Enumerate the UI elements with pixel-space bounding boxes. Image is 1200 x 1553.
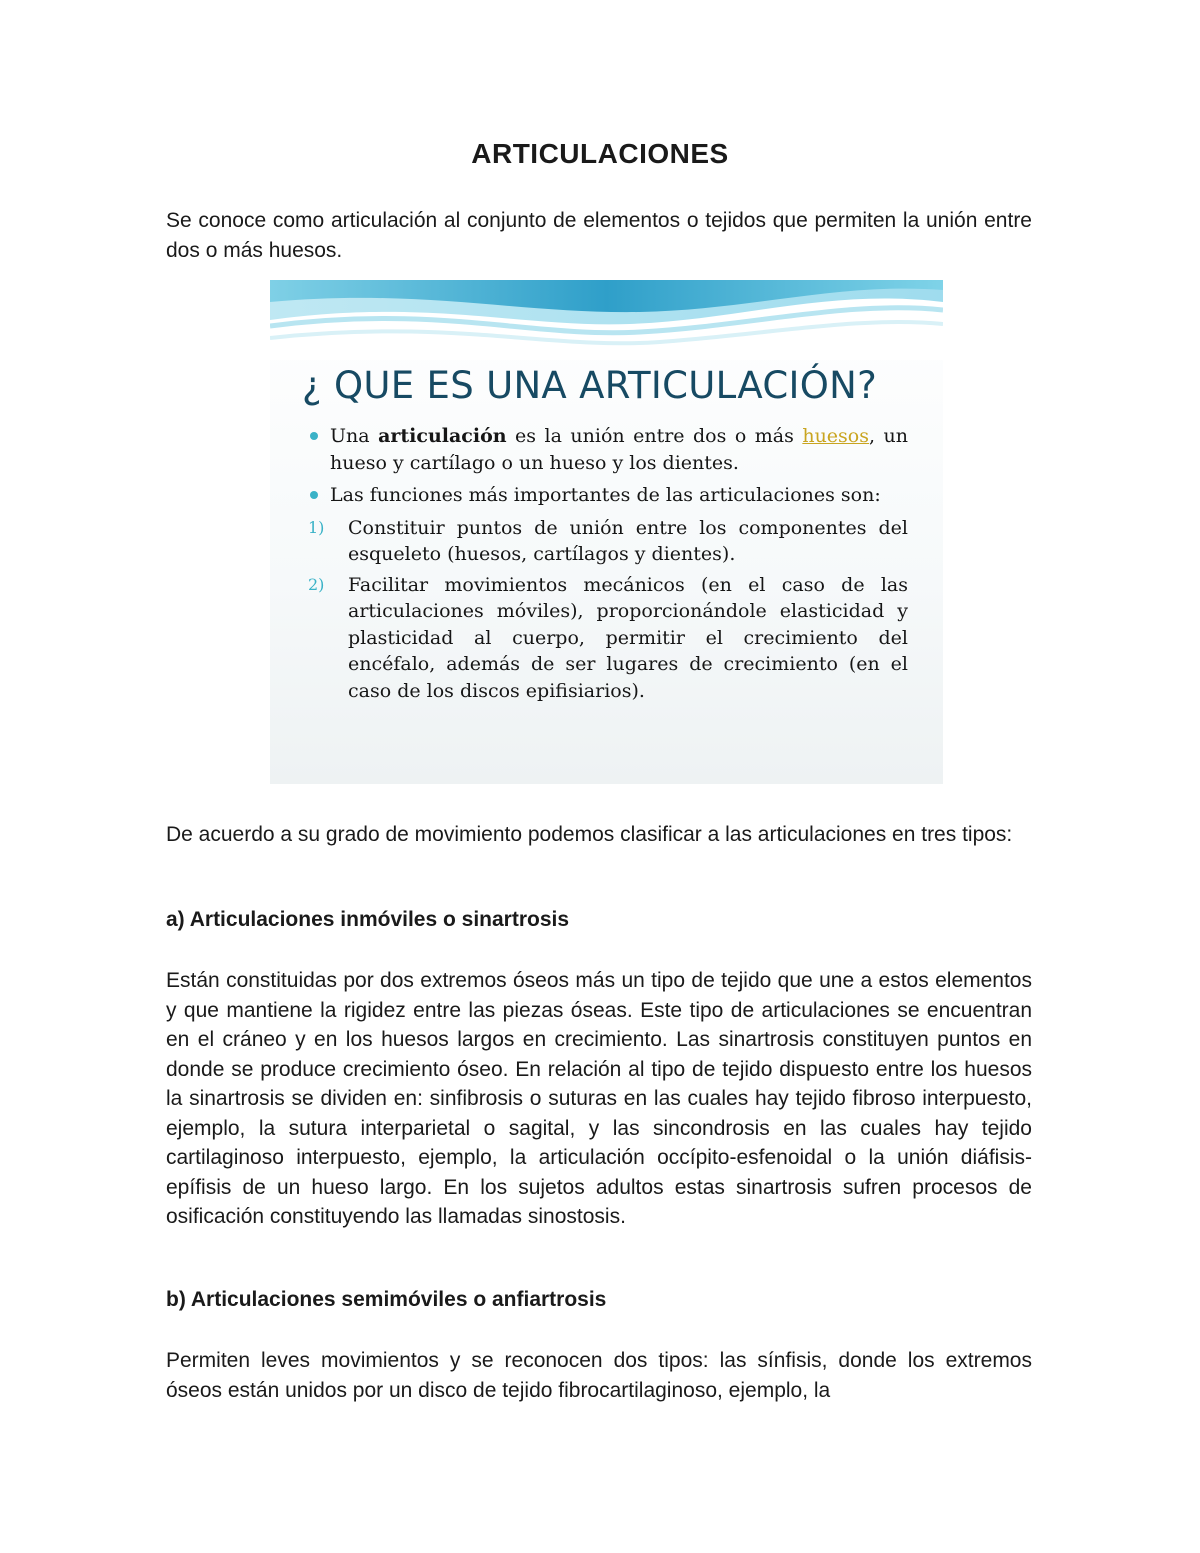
wave-decoration-icon bbox=[270, 280, 943, 360]
intro-paragraph: Se conoce como articulación al conjunto de elementos o tejidos que permiten la unión entre dos o más huesos. bbox=[166, 209, 1032, 262]
classification-paragraph: De acuerdo a su grado de movimiento podemos clasificar a las articulaciones en tres tipos: bbox=[166, 823, 1013, 846]
item-1-text: Constituir puntos de unión entre los componentes del esqueleto (huesos, cartílagos y dientes). bbox=[348, 516, 908, 565]
section-b-heading: b) Articulaciones semimóviles o anfiartrosis bbox=[166, 1288, 607, 1311]
document-title: ARTICULACIONES bbox=[471, 138, 729, 169]
item-2-number: 2) bbox=[308, 574, 325, 594]
bullet-1-mid: es la unión entre dos o más bbox=[506, 425, 803, 447]
bullet-1-post: , un hueso y cartílago o un hueso y los dientes. bbox=[330, 425, 908, 474]
section-a-heading: a) Articulaciones inmóviles o sinartrosis bbox=[166, 908, 570, 931]
huesos-link[interactable]: huesos bbox=[802, 425, 869, 447]
slide-item-1 bbox=[308, 515, 908, 568]
slide-bullet-1 bbox=[308, 423, 908, 476]
item-1-number: 1) bbox=[308, 517, 325, 537]
bullet-1-pre: Una bbox=[330, 425, 379, 447]
item-2-text: Facilitar movimientos mecánicos (en el caso de las articulaciones móviles), proporcionándole elasticidad y plasticidad al cuerpo, permitir el crecimiento del encéfalo, además de ser lugares de crecimiento (en el caso de los discos epifisiarios). bbox=[348, 573, 908, 702]
bullet-1-bold: articulación bbox=[378, 425, 507, 447]
slide-title: ¿ QUE ES UNA ARTICULACIÓN? bbox=[302, 364, 878, 407]
slide-bullet-2 bbox=[308, 482, 908, 509]
section-a-paragraph: Están constituidas por dos extremos óseos más un tipo de tejido que une a estos elementos y que mantiene la rigidez entre las piezas óseas. Este tipo de articulaciones se encuentran en el cráneo y en los huesos largos en crecimiento. Las sinartrosis constituyen puntos en donde se produce crecimiento óseo. En relación al tipo de tejido dispuesto entre los huesos la sinartrosis se dividen en: sinfibrosis o suturas en las cuales hay tejido fibroso interpuesto, ejemplo, la sutura interparietal o sagital, y las sincondrosis en las cuales hay tejido cartilaginoso interpuesto, ejemplo, la articulación occípito-esfenoidal o la unión diáfisis-epífisis de un hueso largo. En los sujetos adultos estas sinartrosis sufren procesos de osificación constituyendo las llamadas sinostosis. bbox=[166, 969, 1032, 1228]
slide-item-2 bbox=[308, 572, 908, 705]
bullet-dot-icon bbox=[310, 432, 318, 440]
bullet-dot-icon bbox=[310, 491, 318, 499]
slide-image bbox=[270, 280, 943, 784]
bullet-2-text: Las funciones más importantes de las articulaciones son: bbox=[330, 484, 881, 506]
section-b-paragraph: Permiten leves movimientos y se reconocen dos tipos: las sínfisis, donde los extremos óseos están unidos por un disco de tejido fibrocartilaginoso, ejemplo, la bbox=[166, 1349, 1032, 1402]
slide-body bbox=[308, 423, 908, 708]
